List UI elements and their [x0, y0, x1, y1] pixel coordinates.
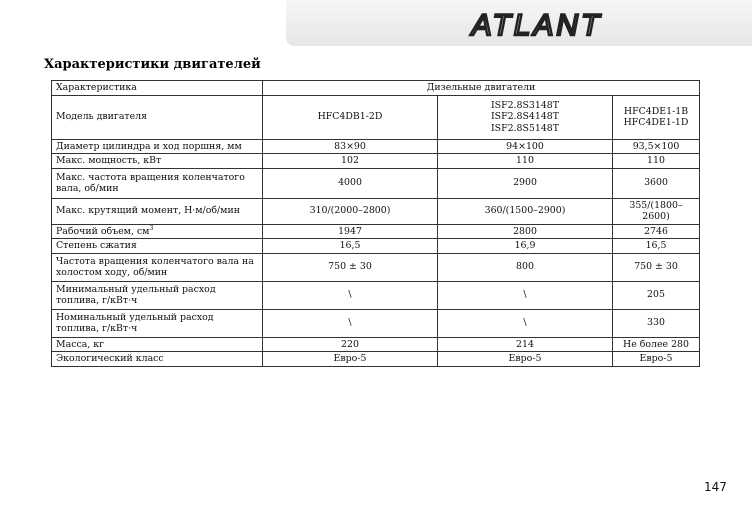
value-cell-1: 4000: [263, 168, 438, 198]
row-label: [52, 224, 263, 239]
value-cell-1: \: [263, 281, 438, 309]
table-row: [52, 139, 700, 154]
value-cell-3: 330: [613, 309, 700, 337]
row-label: [52, 352, 263, 367]
row-label-text: Степень сжатия: [56, 240, 137, 251]
atlant-logo: [444, 8, 630, 40]
svg-text:ATLANT: ATLANT: [471, 9, 603, 40]
value-cell-1: Евро-5: [263, 352, 438, 367]
value-cell-1: 220: [263, 337, 438, 352]
row-label-text: Масса, кг: [56, 338, 105, 350]
row-label: [52, 281, 263, 309]
page-number: 147: [704, 480, 727, 494]
value-cell-1: 83×90: [263, 139, 438, 154]
model-cell-2: [438, 95, 613, 139]
row-label-text: Макс. мощность, кВт: [56, 155, 162, 166]
value-cell-2: 16,9: [438, 239, 613, 254]
section-title: Характеристики двигателей: [44, 57, 261, 72]
value-cell-2: \: [438, 281, 613, 309]
value-cell-3: Евро-5: [613, 352, 700, 367]
table-header-row: [52, 81, 700, 96]
model-name: HFC4DE1-1B: [623, 105, 689, 117]
table-row: [52, 239, 700, 254]
value-cell-3: 93,5×100: [613, 139, 700, 154]
model-cell-1: [263, 95, 438, 139]
value-cell-2: 94×100: [438, 139, 613, 154]
row-label: [52, 337, 263, 352]
table-row: [52, 352, 700, 367]
row-label-text: Экологический класс: [56, 353, 164, 364]
row-label: Модель двигателя: [52, 95, 263, 139]
model-row: [52, 95, 700, 139]
model-name: HFC4DB1-2D: [317, 111, 383, 123]
model-name: ISF2.8S3148T: [490, 99, 560, 111]
value-cell-3: 355/(1800–2600): [613, 198, 700, 224]
value-cell-3: 750 ± 30: [613, 253, 700, 281]
value-cell-3: 205: [613, 281, 700, 309]
header-cell-diesel-engines: Дизельные двигатели: [263, 81, 700, 96]
value-cell-1: 102: [263, 154, 438, 169]
row-label: [52, 309, 263, 337]
model-name: HFC4DE1-1D: [623, 117, 689, 128]
value-cell-3: 16,5: [613, 239, 700, 254]
superscript: 3: [149, 224, 154, 232]
row-label: [52, 239, 263, 254]
row-label-text: Диаметр цилиндра и ход поршня, мм: [56, 140, 242, 152]
value-cell-3: 110: [613, 154, 700, 169]
model-name: ISF2.8S5148T: [490, 122, 560, 134]
value-cell-3: Не более 280: [613, 337, 700, 352]
value-cell-1: \: [263, 309, 438, 337]
value-cell-2: 2800: [438, 224, 613, 239]
row-label: [52, 253, 263, 281]
value-cell-1: 1947: [263, 224, 438, 239]
value-cell-1: 16,5: [263, 239, 438, 254]
row-label: [52, 139, 263, 154]
value-cell-2: 110: [438, 154, 613, 169]
row-label-text: Минимальный удельный расход топлива, г/кВт·ч: [56, 283, 216, 306]
value-cell-2: 214: [438, 337, 613, 352]
header-cell-characteristic: Характеристика: [52, 81, 263, 96]
model-name: ISF2.8S4148T: [490, 111, 560, 123]
row-label-text: Частота вращения коленчатого вала на холостом ходу, об/мин: [56, 255, 254, 278]
table-row: [52, 168, 700, 198]
table-row: [52, 337, 700, 352]
row-label-text: Номинальный удельный расход топлива, г/кВт·ч: [56, 311, 214, 334]
value-cell-3: 3600: [613, 168, 700, 198]
row-label: [52, 168, 263, 198]
table-row: [52, 224, 700, 239]
table-row: [52, 154, 700, 169]
table-row: [52, 281, 700, 309]
engine-spec-table: [51, 80, 700, 367]
value-cell-2: \: [438, 309, 613, 337]
value-cell-2: 800: [438, 253, 613, 281]
value-cell-2: Евро-5: [438, 352, 613, 367]
table-row: [52, 253, 700, 281]
model-cell-3: [613, 95, 700, 139]
table-row: [52, 198, 700, 224]
value-cell-3: 2746: [613, 224, 700, 239]
row-label: [52, 154, 263, 169]
value-cell-1: 310/(2000–2800): [263, 198, 438, 224]
row-label-text: Макс. крутящий момент, Н·м/об/мин: [56, 205, 240, 217]
row-label-text: Рабочий объем, см: [56, 225, 150, 237]
value-cell-1: 750 ± 30: [263, 253, 438, 281]
value-cell-2: 360/(1500–2900): [438, 198, 613, 224]
row-label: [52, 198, 263, 224]
table-row: [52, 309, 700, 337]
value-cell-2: 2900: [438, 168, 613, 198]
row-label-text: Макс. частота вращения коленчатого вала, об/мин: [56, 171, 245, 194]
